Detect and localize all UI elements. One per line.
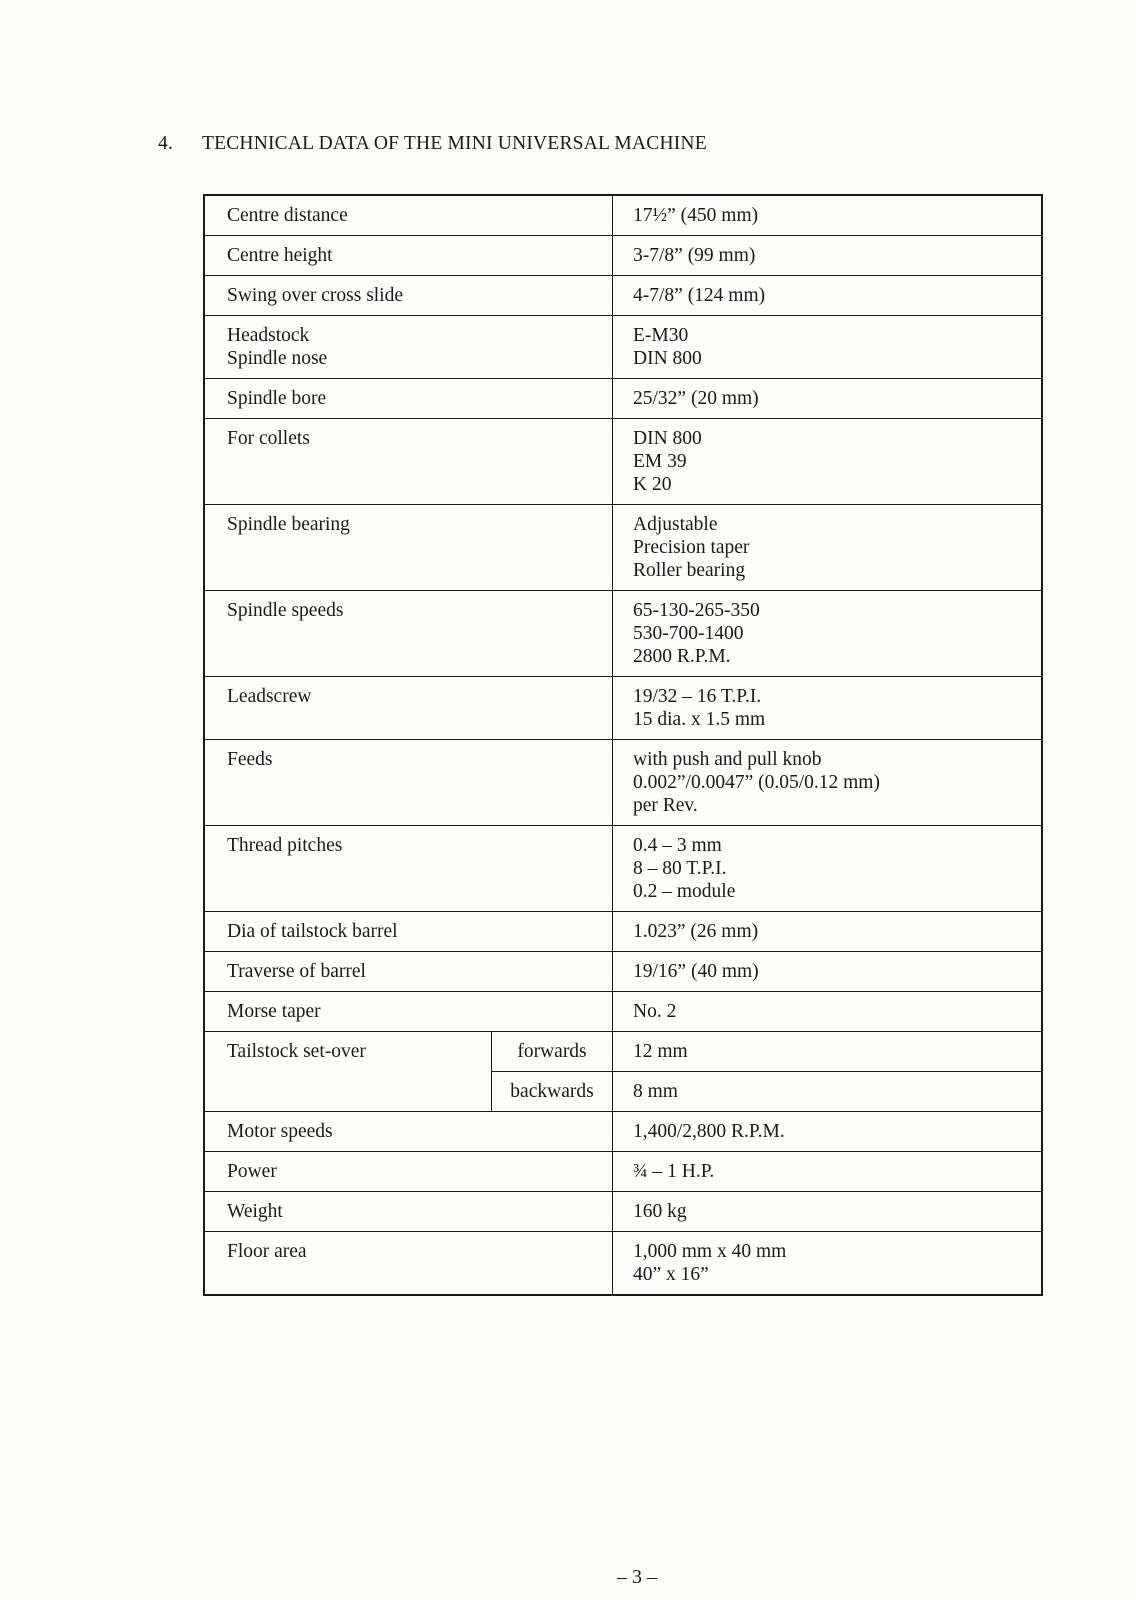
cell-line: 1,400/2,800 R.P.M. — [633, 1121, 785, 1142]
cell-line: Spindle bearing — [227, 514, 350, 535]
spec-value — [613, 1152, 1043, 1192]
cell-line: Precision taper — [633, 537, 750, 558]
spec-value — [613, 912, 1043, 952]
table-row — [204, 912, 1042, 952]
cell-line: 530-700-1400 — [633, 623, 744, 644]
spec-label — [204, 952, 613, 992]
spec-value — [613, 1232, 1043, 1296]
cell-line: 0.2 – module — [633, 881, 736, 902]
spec-label — [204, 505, 613, 591]
table-row — [204, 1032, 1042, 1072]
spec-label — [204, 316, 613, 379]
cell-line: Floor area — [227, 1241, 307, 1262]
cell-line: Leadscrew — [227, 686, 312, 707]
section-title: TECHNICAL DATA OF THE MINI UNIVERSAL MACHINE — [202, 133, 707, 154]
cell-line: Swing over cross slide — [227, 285, 404, 306]
spec-value — [613, 505, 1043, 591]
cell-line: 40” x 16” — [633, 1264, 709, 1285]
spec-label — [204, 236, 613, 276]
cell-line: 1,000 mm x 40 mm — [633, 1241, 787, 1262]
technical-data-table — [203, 194, 1043, 1296]
cell-line: Power — [227, 1161, 277, 1182]
table-row — [204, 1232, 1042, 1296]
cell-line: 160 kg — [633, 1201, 687, 1222]
table-row — [204, 505, 1042, 591]
technical-data-table-body — [204, 195, 1042, 1295]
spec-value — [613, 1192, 1043, 1232]
spec-value — [613, 316, 1043, 379]
spec-value — [613, 740, 1043, 826]
cell-line: 65-130-265-350 — [633, 600, 760, 621]
cell-line: K 20 — [633, 474, 672, 495]
spec-label — [204, 1192, 613, 1232]
cell-line: Morse taper — [227, 1001, 321, 1022]
cell-line: 0.002”/0.0047” (0.05/0.12 mm) — [633, 772, 880, 793]
spec-value — [613, 236, 1043, 276]
spec-value — [613, 952, 1043, 992]
cell-line: Motor speeds — [227, 1121, 333, 1142]
cell-line: EM 39 — [633, 451, 687, 472]
table-row — [204, 195, 1042, 236]
table-row — [204, 379, 1042, 419]
spec-label — [204, 195, 613, 236]
cell-line: Spindle bore — [227, 388, 327, 409]
spec-value — [613, 379, 1043, 419]
spec-sublabel: forwards — [492, 1032, 613, 1072]
cell-line: 25/32” (20 mm) — [633, 388, 759, 409]
cell-line: 1.023” (26 mm) — [633, 921, 759, 942]
spec-label — [204, 1032, 492, 1112]
table-row — [204, 276, 1042, 316]
spec-label — [204, 419, 613, 505]
spec-value — [613, 195, 1043, 236]
cell-line: with push and pull knob — [633, 749, 822, 770]
cell-line: 4-7/8” (124 mm) — [633, 285, 766, 306]
spec-value — [613, 1112, 1043, 1152]
spec-value: 12 mm — [613, 1032, 1043, 1072]
spec-label — [204, 740, 613, 826]
cell-line: Roller bearing — [633, 560, 746, 581]
spec-sublabel: backwards — [492, 1072, 613, 1112]
cell-line: ¾ – 1 H.P. — [633, 1161, 715, 1182]
spec-label — [204, 912, 613, 952]
cell-line: DIN 800 — [633, 428, 702, 449]
spec-label — [204, 992, 613, 1032]
table-row — [204, 952, 1042, 992]
cell-line: For collets — [227, 428, 310, 449]
spec-value: 8 mm — [613, 1072, 1043, 1112]
spec-label — [204, 1232, 613, 1296]
table-row — [204, 419, 1042, 505]
cell-line: Feeds — [227, 749, 273, 770]
cell-line: 0.4 – 3 mm — [633, 835, 722, 856]
table-row — [204, 316, 1042, 379]
cell-line: Centre height — [227, 245, 333, 266]
table-row — [204, 1152, 1042, 1192]
cell-line: per Rev. — [633, 795, 698, 816]
cell-line: Headstock — [227, 325, 310, 346]
spec-value — [613, 591, 1043, 677]
cell-line: 17½” (450 mm) — [633, 205, 759, 226]
cell-line: 19/32 – 16 T.P.I. — [633, 686, 762, 707]
cell-line: Centre distance — [227, 205, 348, 226]
table-row — [204, 677, 1042, 740]
table-row — [204, 826, 1042, 912]
table-row — [204, 992, 1042, 1032]
cell-line: Dia of tailstock barrel — [227, 921, 398, 942]
table-row — [204, 740, 1042, 826]
spec-label — [204, 677, 613, 740]
spec-value — [613, 276, 1043, 316]
cell-line: Thread pitches — [227, 835, 343, 856]
cell-line: Traverse of barrel — [227, 961, 366, 982]
spec-value — [613, 677, 1043, 740]
cell-line: Spindle nose — [227, 348, 328, 369]
spec-value — [613, 419, 1043, 505]
cell-line: No. 2 — [633, 1001, 677, 1022]
cell-line: 8 – 80 T.P.I. — [633, 858, 727, 879]
spec-value — [613, 992, 1043, 1032]
table-row — [204, 1112, 1042, 1152]
section-number: 4. — [158, 133, 174, 154]
cell-line: Spindle speeds — [227, 600, 344, 621]
table-row — [204, 1192, 1042, 1232]
cell-line: Tailstock set-over — [227, 1041, 366, 1062]
table-row — [204, 591, 1042, 677]
spec-label — [204, 1152, 613, 1192]
cell-line: DIN 800 — [633, 348, 702, 369]
spec-label — [204, 1112, 613, 1152]
spec-label — [204, 276, 613, 316]
spec-value — [613, 826, 1043, 912]
cell-line: 19/16” (40 mm) — [633, 961, 759, 982]
cell-line: Adjustable — [633, 514, 718, 535]
spec-label — [204, 826, 613, 912]
table-row — [204, 236, 1042, 276]
spec-label — [204, 591, 613, 677]
cell-line: 3-7/8” (99 mm) — [633, 245, 756, 266]
spec-label — [204, 379, 613, 419]
cell-line: 2800 R.P.M. — [633, 646, 731, 667]
page-number: – 3 – — [617, 1566, 657, 1588]
cell-line: E-M30 — [633, 325, 689, 346]
cell-line: 15 dia. x 1.5 mm — [633, 709, 766, 730]
section-heading — [158, 133, 707, 155]
cell-line: Weight — [227, 1201, 283, 1222]
